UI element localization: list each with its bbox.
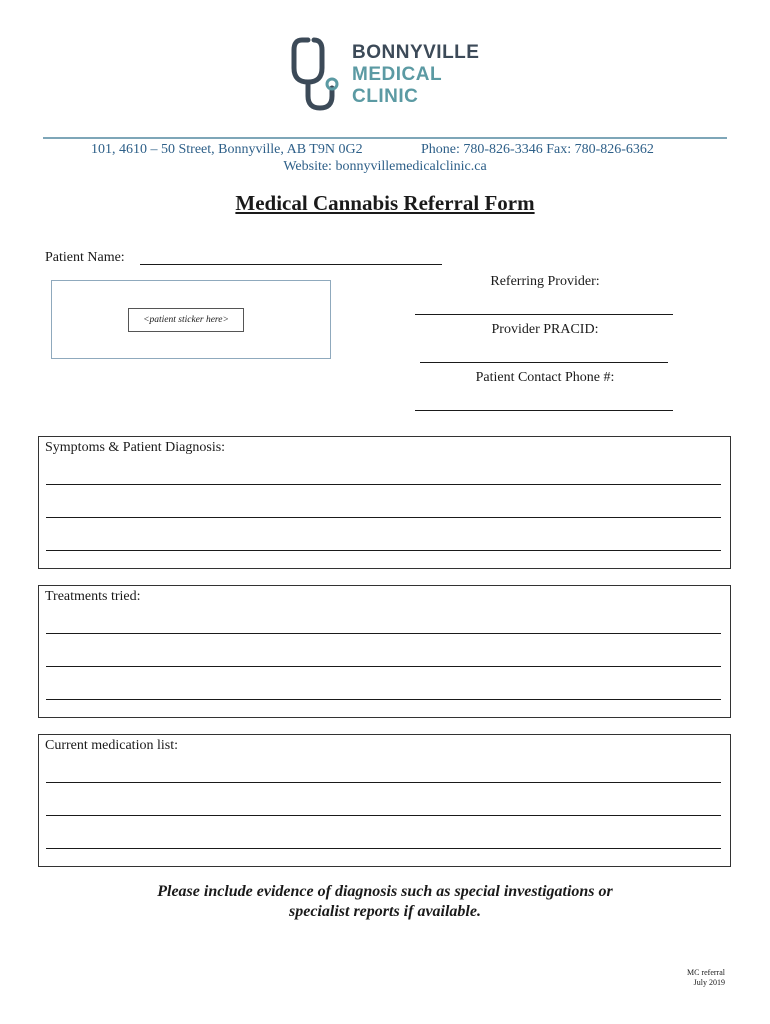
provider-pracid-field[interactable] [420, 362, 668, 363]
footer-form-code: MC referral [687, 968, 725, 977]
evidence-note-line1: Please include evidence of diagnosis such as special investigations or [157, 883, 613, 900]
logo-text-line2: MEDICAL [352, 64, 443, 85]
clinic-website: Website: bonnyvillemedicalclinic.ca [283, 159, 487, 174]
referring-provider-label: Referring Provider: [490, 274, 600, 289]
referring-provider-field[interactable] [415, 314, 673, 315]
treatments-tried-section [38, 585, 731, 718]
header-divider [43, 137, 727, 139]
symptoms-diagnosis-label: Symptoms & Patient Diagnosis: [45, 440, 226, 455]
form-version-footer [687, 968, 725, 988]
medication-line[interactable] [46, 815, 721, 816]
patient-phone-field[interactable] [415, 410, 673, 411]
stethoscope-icon [290, 34, 344, 114]
patient-name-label: Patient Name: [45, 250, 125, 265]
logo-text-line1: BONNYVILLE [352, 42, 480, 63]
evidence-note [0, 882, 770, 922]
page-title: Medical Cannabis Referral Form [235, 191, 535, 215]
patient-name-field[interactable] [140, 264, 442, 265]
evidence-note-line2: specialist reports if available. [289, 903, 481, 920]
symptoms-line[interactable] [46, 517, 721, 518]
symptoms-diagnosis-section [38, 436, 731, 569]
treatments-line[interactable] [46, 666, 721, 667]
clinic-phone-fax: Phone: 780-826-3346 Fax: 780-826-6362 [421, 142, 654, 157]
provider-pracid-label: Provider PRACID: [491, 322, 599, 337]
symptoms-line[interactable] [46, 550, 721, 551]
treatments-line[interactable] [46, 699, 721, 700]
sticker-placeholder: <patient sticker here> [128, 308, 244, 332]
current-medication-section [38, 734, 731, 867]
patient-phone-label: Patient Contact Phone #: [475, 370, 615, 385]
treatments-tried-label: Treatments tried: [45, 589, 141, 604]
medication-line[interactable] [46, 782, 721, 783]
logo-text-line3: CLINIC [352, 86, 419, 107]
footer-date: July 2019 [693, 978, 725, 987]
medication-line[interactable] [46, 848, 721, 849]
treatments-line[interactable] [46, 633, 721, 634]
clinic-address: 101, 4610 – 50 Street, Bonnyville, AB T9N 0G2 [91, 142, 363, 157]
current-medication-label: Current medication list: [45, 738, 178, 753]
symptoms-line[interactable] [46, 484, 721, 485]
